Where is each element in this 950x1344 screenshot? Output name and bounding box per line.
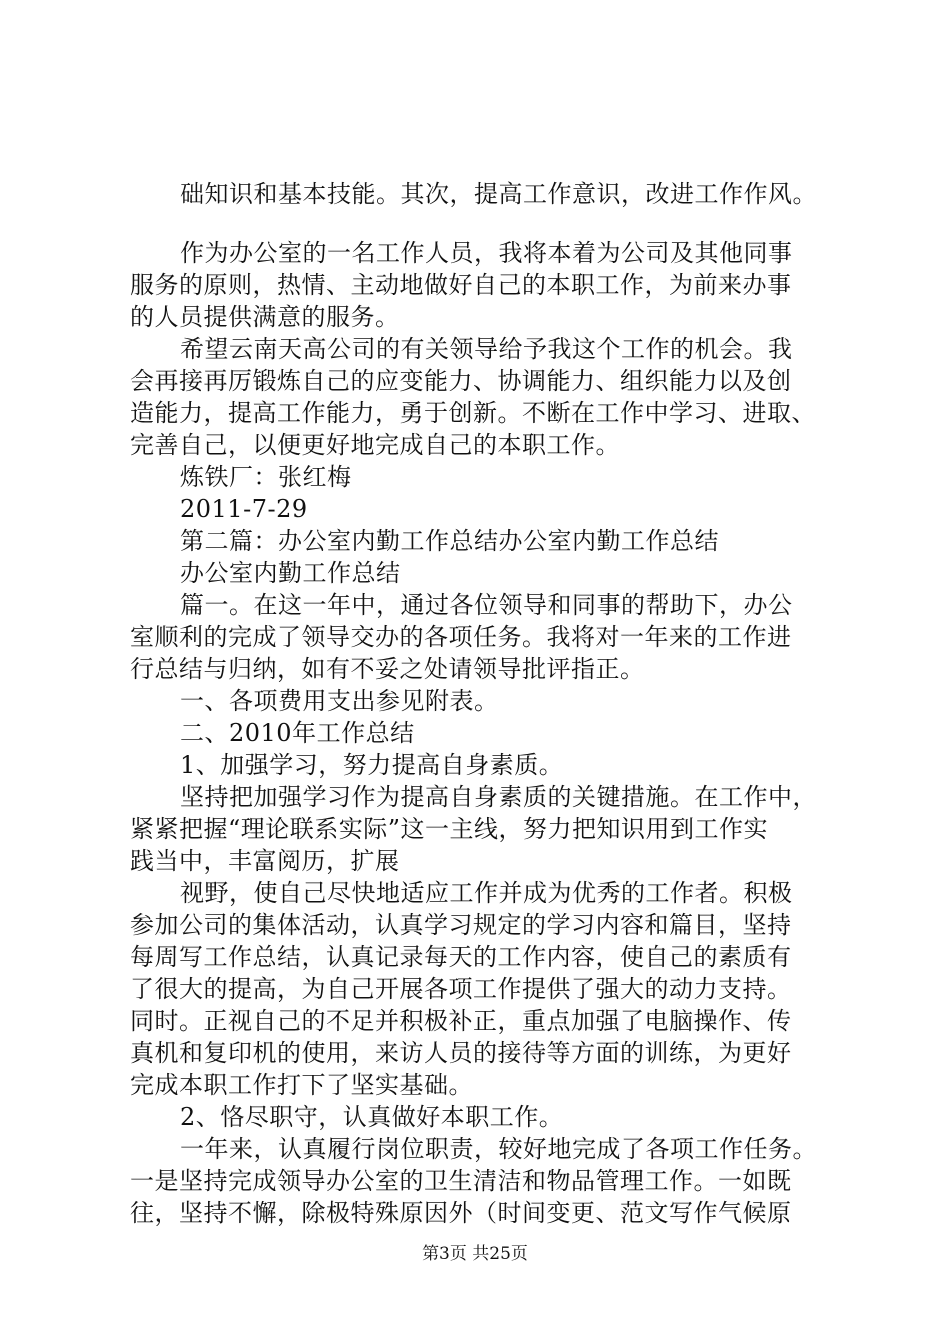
text-line: 造能力，提高工作能力，勇于创新。不断在工作中学习、进取、: [130, 399, 816, 427]
text-line: 篇一。在这一年中，通过各位领导和同事的帮助下，办公: [180, 591, 793, 619]
list-item: 2、恪尽职守，认真做好本职工作。: [180, 1103, 564, 1131]
text-line: 服务的原则，热情、主动地做好自己的本职工作，为前来办事: [130, 271, 792, 299]
text-line: 同时。正视自己的不足并积极补正，重点加强了电脑操作、传: [130, 1007, 792, 1035]
list-item: 1、加强学习，努力提高自身素质。: [180, 751, 564, 779]
text-line: 会再接再厉锻炼自己的应变能力、协调能力、组织能力以及创: [130, 367, 792, 395]
list-item: 一、各项费用支出参见附表。: [180, 687, 499, 715]
text-line: 完成本职工作打下了坚实基础。: [130, 1071, 473, 1099]
text-line: 每周写工作总结，认真记录每天的工作内容，使自己的素质有: [130, 943, 792, 971]
list-item: 二、2010年工作总结: [180, 719, 415, 747]
text-line: 了很大的提高，为自己开展各项工作提供了强大的动力支持。: [130, 975, 792, 1003]
page-footer: 第3页 共25页: [422, 1244, 528, 1264]
text-line: 参加公司的集体活动，认真学习规定的学习内容和篇目，坚持: [130, 911, 792, 939]
text-line: 视野，使自己尽快地适应工作并成为优秀的工作者。积极: [180, 879, 793, 907]
text-line: 的人员提供满意的服务。: [130, 303, 400, 331]
text-line: 作为办公室的一名工作人员，我将本着为公司及其他同事: [180, 239, 793, 267]
text-line: 坚持把加强学习作为提高自身素质的关键措施。在工作中，: [180, 783, 817, 811]
text-line: 真机和复印机的使用，来访人员的接待等方面的训练，为更好: [130, 1039, 792, 1067]
section-subheading: 办公室内勤工作总结: [180, 559, 401, 587]
text-line: 希望云南天高公司的有关领导给予我这个工作的机会。我: [180, 335, 793, 363]
text-line: 往，坚持不懈，除极特殊原因外（时间变更、范文写作气候原: [130, 1199, 792, 1227]
date-line: 2011-7-29: [180, 495, 308, 523]
text-line: 室顺利的完成了领导交办的各项任务。我将对一年来的工作进: [130, 623, 792, 651]
text-line: 紧紧把握“理论联系实际”这一主线，努力把知识用到工作实: [130, 815, 769, 843]
signature-line: 炼铁厂：张红梅: [180, 463, 352, 491]
text-line: 行总结与归纳，如有不妥之处请领导批评指正。: [130, 655, 645, 683]
text-line: 础知识和基本技能。其次，提高工作意识，改进工作作风。: [180, 180, 817, 208]
text-line: 一年来，认真履行岗位职责，较好地完成了各项工作任务。: [180, 1135, 817, 1163]
text-line: 一是坚持完成领导办公室的卫生清洁和物品管理工作。一如既: [130, 1167, 792, 1195]
text-line: 完善自己，以便更好地完成自己的本职工作。: [130, 431, 620, 459]
text-line: 践当中，丰富阅历，扩展: [130, 847, 400, 875]
section-heading: 第二篇：办公室内勤工作总结办公室内勤工作总结: [180, 527, 719, 555]
